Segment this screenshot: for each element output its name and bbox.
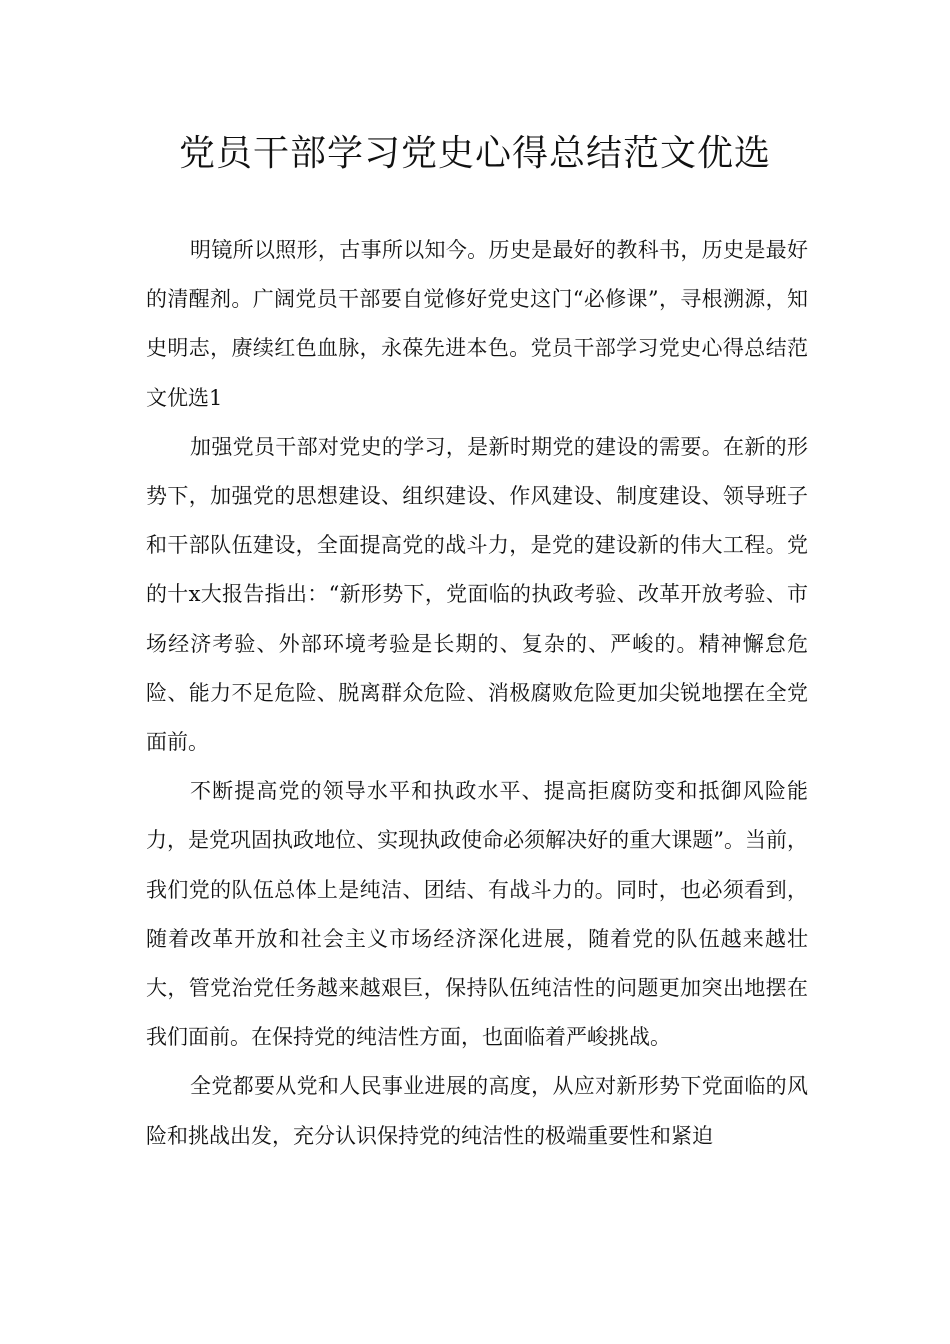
paragraph-leadership: 不断提高党的领导水平和执政水平、提高拒腐防变和抵御风险能力，是党巩固执政地位、实现执政使命必须解决好的重大课题”。当前，我们党的队伍总体上是纯洁、团结、有战斗力的。同时，也必须看到，随着改革开放和社会主义市场经济深化进展，随着党的队伍越来越壮大，管党治党任务越来越艰巨，保持队伍纯洁性的问题更加突出地摆在我们面前。在保持党的纯洁性方面，也面临着严峻挑战。	[146, 779, 808, 1050]
paragraph-purity: 全党都要从党和人民事业进展的高度，从应对新形势下党面临的风险和挑战出发，充分认识保持党的纯洁性的极端重要性和紧迫	[146, 1074, 808, 1148]
document-title: 党员干部学习党史心得总结范文优选	[178, 133, 771, 174]
paragraph-intro: 明镜所以照形，古事所以知今。历史是最好的教科书，历史是最好的清醒剂。广阔党员干部要自觉修好党史这门“必修课”，寻根溯源，知史明志，赓续红色血脉，永葆先进本色。党员干部学习党史心得总结范文优选1	[146, 238, 808, 410]
paragraph-party-building: 加强党员干部对党史的学习，是新时期党的建设的需要。在新的形势下，加强党的思想建设、组织建设、作风建设、制度建设、领导班子和干部队伍建设，全面提高党的战斗力，是党的建设新的伟大工程。党的十x大报告指出：“新形势下，党面临的执政考验、改革开放考验、市场经济考验、外部环境考验是长期的、复杂的、严峻的。精神懈怠危险、能力不足危险、脱离群众危险、消极腐败危险更加尖锐地摆在全党面前。	[146, 434, 808, 755]
document-body	[146, 226, 808, 1161]
